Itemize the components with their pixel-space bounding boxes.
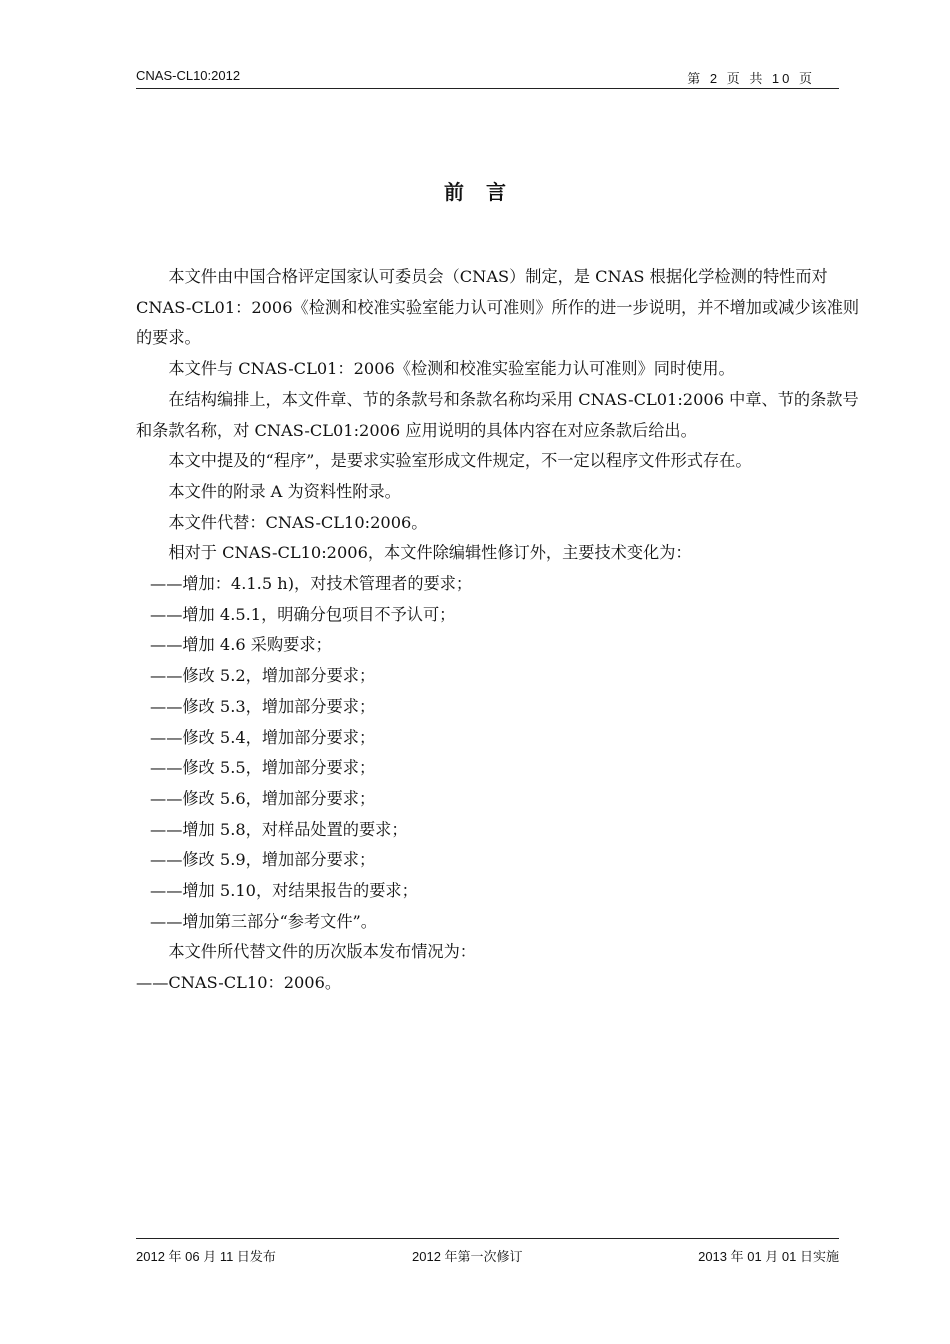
paragraph: 本文件代替：CNAS-CL10:2006。	[168, 512, 428, 532]
change-item: ——增加第三部分“参考文件”。	[150, 911, 377, 931]
change-item: ——修改 5.4，增加部分要求；	[150, 727, 376, 747]
change-item: ——修改 5.9，增加部分要求；	[150, 850, 376, 870]
change-item: ——增加 4.6 采购要求；	[150, 635, 332, 655]
change-item: ——修改 5.6，增加部分要求；	[150, 788, 376, 808]
page-number: 第 2 页 共 10 页	[687, 71, 815, 86]
effective-date: 2013 年 01 月 01 日实施	[698, 1249, 839, 1264]
revision-note: 2012 年第一次修订	[412, 1249, 523, 1264]
paragraph: 本文中提及的“程序”，是要求实验室形成文件规定，不一定以程序文件形式存在。	[168, 451, 752, 471]
history-item: ——CNAS-CL10：2006。	[136, 973, 342, 993]
paragraph: 本文件由中国合格评定国家认可委员会（CNAS）制定，是 CNAS 根据化学检测的特性而对 CNAS-CL01：2006《检测和校准实验室能力认可准则》所作的进一步说明，并不增加或减少该准则的要求。	[136, 267, 860, 348]
section-title: 前言	[444, 180, 528, 204]
paragraph: 在结构编排上，本文件章、节的条款号和条款名称均采用 CNAS-CL01:2006 中章、节的条款号和条款名称，对 CNAS-CL01:2006 应用说明的具体内容在对应条款后给出。	[136, 389, 859, 440]
paragraph: 本文件与 CNAS-CL01：2006《检测和校准实验室能力认可准则》同时使用。	[168, 359, 735, 379]
change-item: ——增加 5.8，对样品处置的要求；	[150, 819, 408, 839]
change-item: ——修改 5.5，增加部分要求；	[150, 758, 376, 778]
change-item: ——增加 4.5.1，明确分包项目不予认可；	[150, 604, 456, 624]
change-item: ——增加 5.10，对结果报告的要求；	[150, 881, 418, 901]
change-item: ——增加：4.1.5 h)，对技术管理者的要求；	[150, 574, 473, 594]
change-item: ——修改 5.3，增加部分要求；	[150, 696, 376, 716]
paragraph: 本文件的附录 A 为资料性附录。	[168, 481, 401, 501]
page-header	[136, 66, 839, 89]
history-intro: 本文件所代替文件的历次版本发布情况为：	[168, 942, 476, 962]
document-id: CNAS-CL10:2012	[136, 68, 241, 83]
document-body	[136, 262, 866, 999]
paragraph: 相对于 CNAS-CL10:2006，本文件除编辑性修订外，主要技术变化为：	[168, 543, 692, 563]
page-footer	[136, 1238, 839, 1263]
publish-date: 2012 年 06 月 11 日发布	[136, 1249, 276, 1264]
change-item: ——修改 5.2，增加部分要求；	[150, 666, 376, 686]
